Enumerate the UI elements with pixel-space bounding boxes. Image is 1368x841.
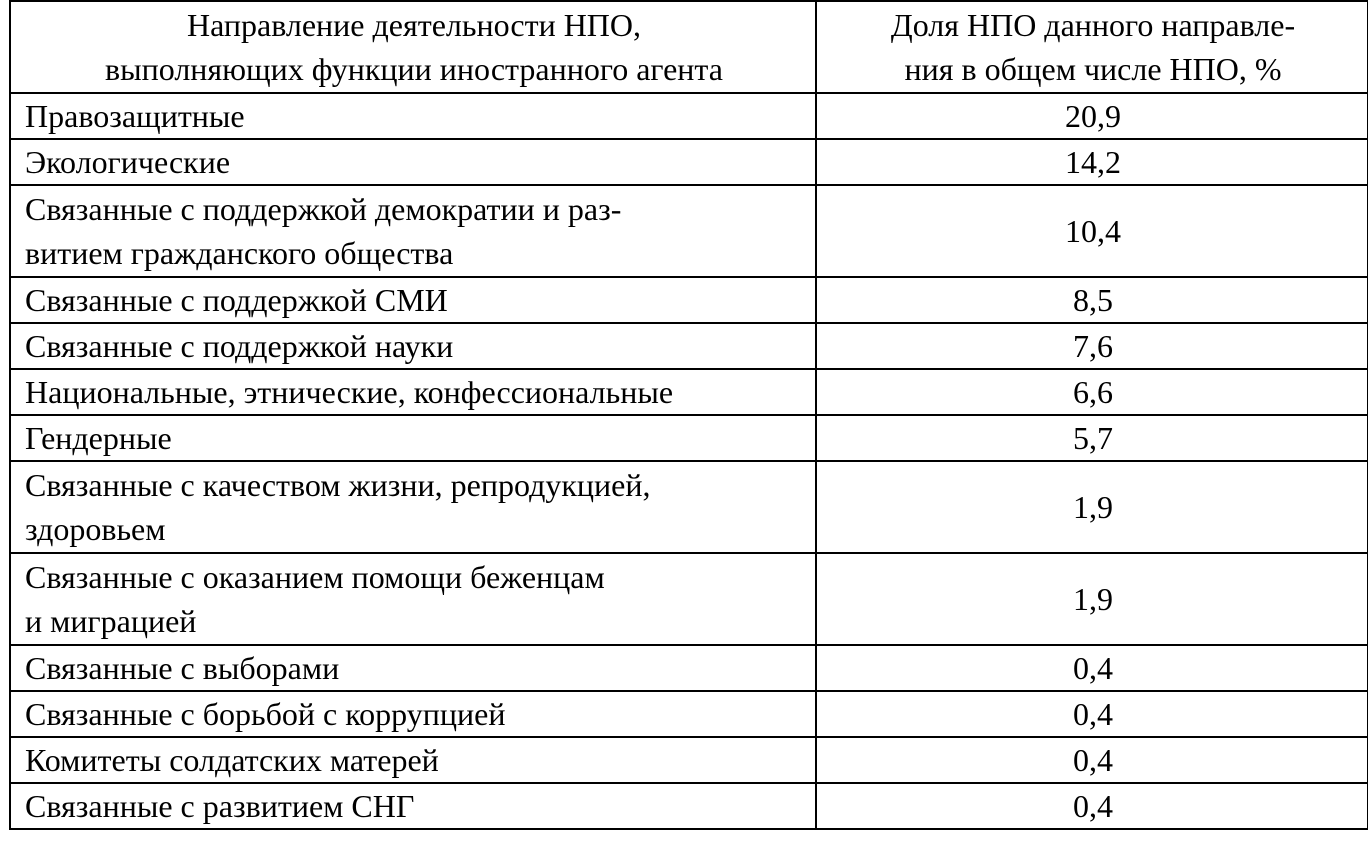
direction-cell	[10, 415, 816, 461]
direction-cell	[10, 645, 816, 691]
direction-cell	[10, 461, 816, 553]
table-row	[10, 415, 1368, 461]
direction-text: Связанные с оказанием помощи беженцам	[25, 559, 605, 595]
direction-text: Связанные с поддержкой СМИ	[25, 282, 448, 318]
table-row	[10, 737, 1368, 783]
direction-cell	[10, 783, 816, 829]
share-cell: 8,5	[816, 277, 1368, 323]
direction-cell	[10, 369, 816, 415]
direction-cell	[10, 185, 816, 277]
direction-cell	[10, 323, 816, 369]
share-cell: 10,4	[816, 185, 1368, 277]
share-cell: 5,7	[816, 415, 1368, 461]
direction-text: здоровьем	[25, 511, 166, 547]
direction-cell	[10, 277, 816, 323]
header-direction-line: Направление деятельности НПО,	[186, 7, 642, 43]
header-share-line: Доля НПО данного направле-	[890, 7, 1296, 43]
table-row	[10, 553, 1368, 645]
direction-text: Гендерные	[25, 420, 172, 456]
share-cell: 0,4	[816, 645, 1368, 691]
table-body	[10, 93, 1368, 829]
header-share	[816, 1, 1368, 93]
direction-text: Национальные, этнические, конфессиональные	[25, 374, 674, 410]
direction-text: витием гражданского общества	[25, 235, 454, 271]
direction-text: Связанные с поддержкой демократии и раз-	[25, 191, 622, 227]
ngo-directions-table	[9, 0, 1368, 830]
table-row	[10, 277, 1368, 323]
direction-text: Связанные с выборами	[25, 650, 340, 686]
share-cell: 7,6	[816, 323, 1368, 369]
table-row	[10, 369, 1368, 415]
table-row	[10, 691, 1368, 737]
share-cell: 20,9	[816, 93, 1368, 139]
table-row	[10, 93, 1368, 139]
table-row	[10, 139, 1368, 185]
table-row	[10, 461, 1368, 553]
share-cell: 6,6	[816, 369, 1368, 415]
header-direction	[10, 1, 816, 93]
direction-text: и миграцией	[25, 603, 197, 639]
header-share-line: ния в общем числе НПО, %	[904, 51, 1282, 87]
share-cell: 0,4	[816, 783, 1368, 829]
direction-cell	[10, 691, 816, 737]
table-row	[10, 323, 1368, 369]
share-cell: 0,4	[816, 691, 1368, 737]
table-row	[10, 645, 1368, 691]
header-direction-line: выполняющих функции иностранного агента	[105, 51, 723, 87]
direction-text: Связанные с борьбой с коррупцией	[25, 696, 506, 732]
direction-text: Правозащитные	[25, 98, 245, 134]
direction-cell	[10, 93, 816, 139]
table-row	[10, 185, 1368, 277]
direction-cell	[10, 139, 816, 185]
direction-cell	[10, 737, 816, 783]
direction-text: Связанные с поддержкой науки	[25, 328, 454, 364]
share-cell: 0,4	[816, 737, 1368, 783]
table-header-row	[10, 1, 1368, 93]
direction-text: Связанные с развитием СНГ	[25, 788, 415, 824]
share-cell: 14,2	[816, 139, 1368, 185]
direction-text: Комитеты солдатских матерей	[25, 742, 439, 778]
direction-cell	[10, 553, 816, 645]
direction-text: Связанные с качеством жизни, репродукцией,	[25, 467, 651, 503]
share-cell: 1,9	[816, 553, 1368, 645]
table-row	[10, 783, 1368, 829]
direction-text: Экологические	[25, 144, 231, 180]
share-cell: 1,9	[816, 461, 1368, 553]
